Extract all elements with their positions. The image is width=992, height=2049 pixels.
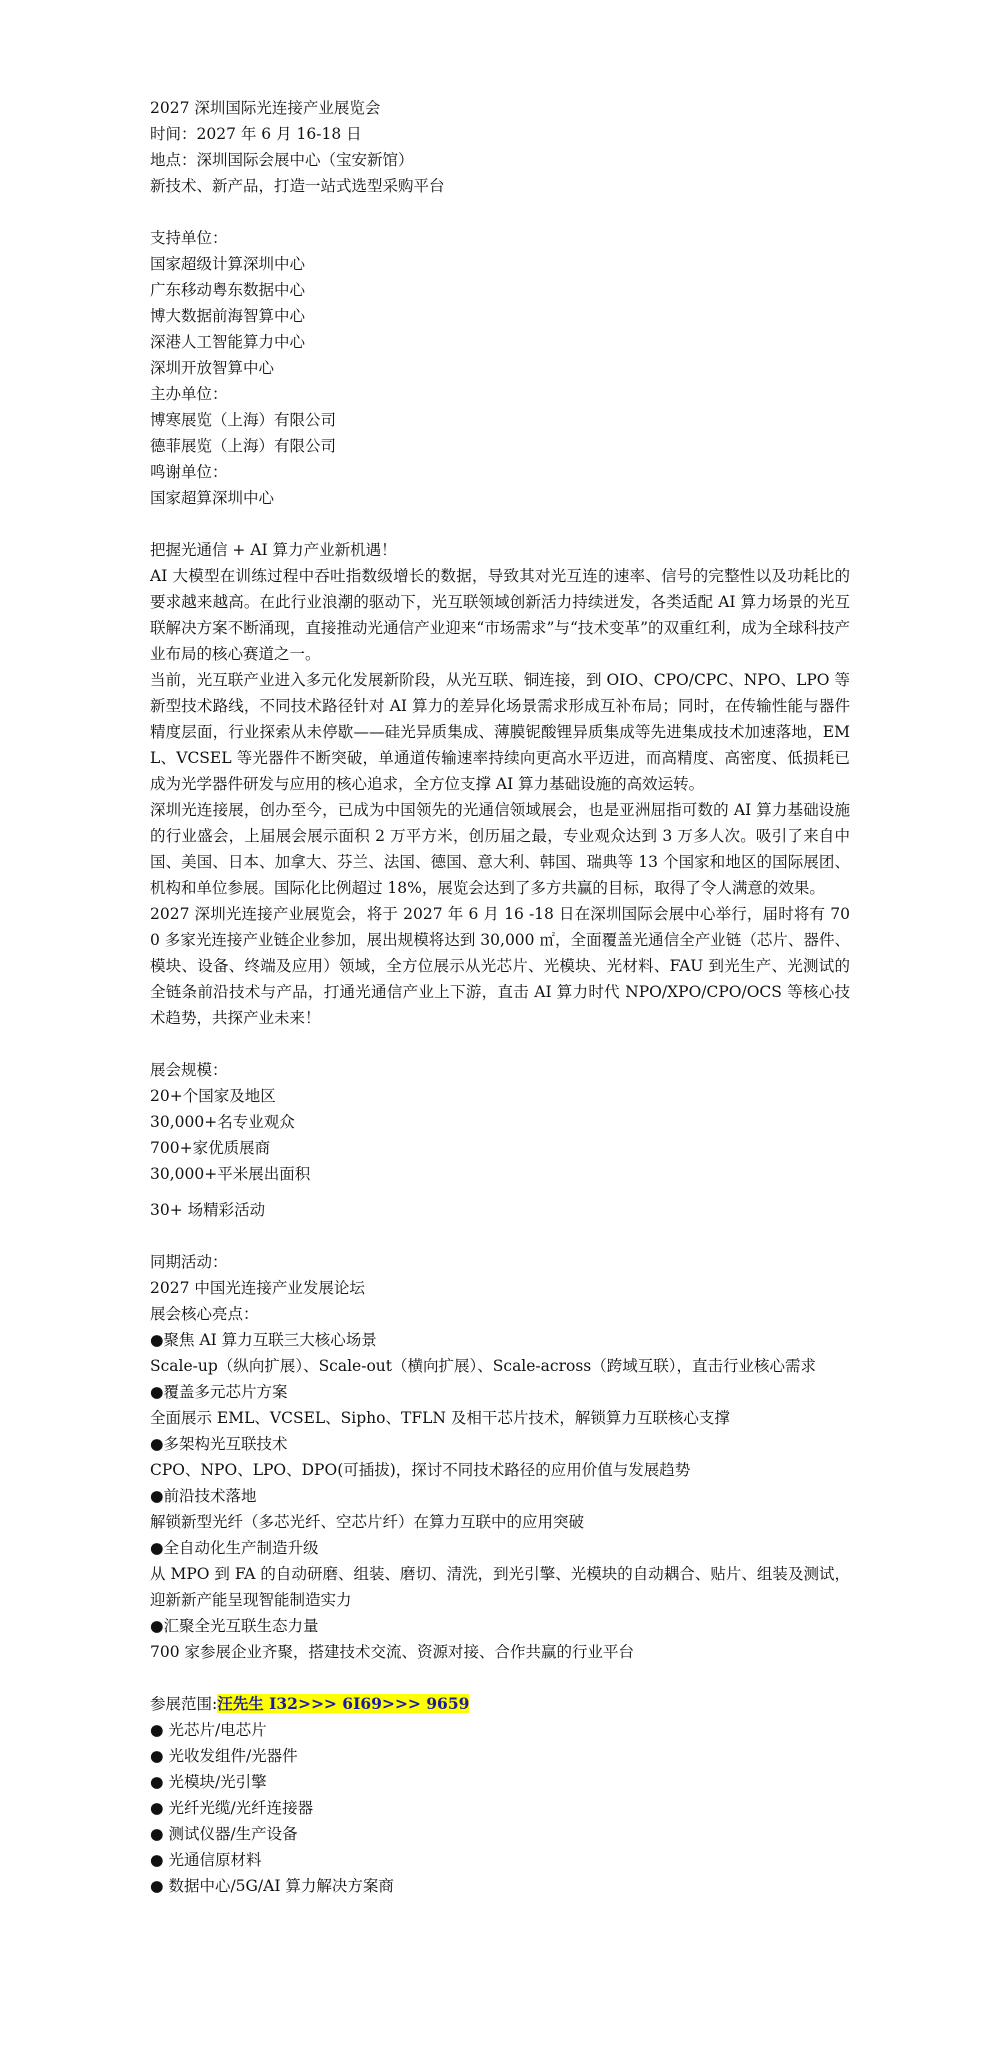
thanks-label: 鸣谢单位：: [150, 463, 228, 481]
events-label: 同期活动：: [150, 1253, 228, 1271]
highlight-desc: 解锁新型光纤（多芯光纤、空芯片纤）在算力互联中的应用突破: [150, 1513, 585, 1531]
highlight-title: ●聚焦 AI 算力互联三大核心场景: [150, 1331, 377, 1349]
highlight-desc: 全面展示 EML、VCSEL、Sipho、TFLN 及相干芯片技术，解锁算力互联核心支撑: [150, 1409, 730, 1427]
events-forum: 2027 中国光连接产业发展论坛: [150, 1279, 365, 1297]
scope-item: ● 光收发组件/光器件: [150, 1747, 298, 1765]
event-tagline: 新技术、新产品，打造一站式选型采购平台: [150, 177, 445, 195]
scope-item: ● 光模块/光引擎: [150, 1773, 267, 1791]
scope-label: 参展范围:: [150, 1695, 218, 1713]
support-item: 深圳开放智算中心: [150, 359, 275, 377]
scope-item: ● 光通信原材料: [150, 1851, 262, 1869]
scope-item: ● 测试仪器/生产设备: [150, 1825, 298, 1843]
spacer: [150, 1031, 850, 1057]
scale-item: 20+个国家及地区: [150, 1087, 276, 1105]
scale-label: 展会规模：: [150, 1061, 228, 1079]
highlight-title: ●多架构光互联技术: [150, 1435, 288, 1453]
event-location: 地点：深圳国际会展中心（宝安新馆）: [150, 151, 414, 169]
spacer: [150, 1187, 850, 1197]
spacer: [150, 1223, 850, 1249]
highlight-desc: Scale-up（纵向扩展）、Scale-out（横向扩展）、Scale-across（跨域互联），直击行业核心需求: [150, 1357, 816, 1375]
scale-item: 30,000+平米展出面积: [150, 1165, 311, 1183]
intro-paragraph: 深圳光连接展，创办至今，已成为中国领先的光通信领域展会，也是亚洲屈指可数的 AI 算力基础设施的行业盛会，上届展会展示面积 2 万平方米，创历届之最，专业观众达到 3 万多人次。吸引了来自中国、美国、日本、加拿大、芬兰、法国、德国、意大利、韩国、瑞典等 13 个国家和地区的国际展团、机构和单位参展。国际化比例超过 18%，展览会达到了多方共赢的目标，取得了令人满意的效果。: [150, 801, 850, 897]
scale-item: 30,000+名专业观众: [150, 1113, 295, 1131]
intro-paragraph: 当前，光互联产业进入多元化发展新阶段，从光互联、铜连接，到 OIO、CPO/CPC、NPO、LPO 等新型技术路线，不同技术路径针对 AI 算力的差异化场景需求形成互补布局；同时，在传输性能与器件精度层面，行业探索从未停歇——硅光异质集成、薄膜铌酸锂异质集成等先进集成技术加速落地，EML、VCSEL 等光器件不断突破，单通道传输速率持续向更高水平迈进，而高精度、高密度、低损耗已成为光学器件研发与应用的核心追求，全方位支撑 AI 算力基础设施的高效运转。: [150, 671, 850, 793]
highlight-desc: CPO、NPO、LPO、DPO(可插拔)，探讨不同技术路径的应用价值与发展趋势: [150, 1461, 691, 1479]
highlights-label: 展会核心亮点：: [150, 1305, 259, 1323]
support-item: 广东移动粤东数据中心: [150, 281, 306, 299]
document-title: 2027 深圳国际光连接产业展览会: [150, 99, 381, 117]
support-item: 国家超级计算深圳中心: [150, 255, 306, 273]
event-time: 时间：2027 年 6 月 16-18 日: [150, 125, 362, 143]
support-item: 深港人工智能算力中心: [150, 333, 306, 351]
highlight-title: ●前沿技术落地: [150, 1487, 257, 1505]
support-label: 支持单位：: [150, 229, 228, 247]
spacer: [150, 1665, 850, 1691]
intro-paragraph: AI 大模型在训练过程中吞吐指数级增长的数据，导致其对光互连的速率、信号的完整性以及功耗比的要求越来越高。在此行业浪潮的驱动下，光互联领域创新活力持续迸发，各类适配 AI 算力场景的光互联解决方案不断涌现，直接推动光通信产业迎来“市场需求”与“技术变革”的双重红利，成为全球科技产业布局的核心赛道之一。: [150, 567, 850, 663]
spacer: [150, 199, 850, 225]
highlight-title: ●汇聚全光互联生态力量: [150, 1617, 319, 1635]
scope-heading: [150, 1691, 850, 1717]
scope-item: ● 数据中心/5G/AI 算力解决方案商: [150, 1877, 394, 1895]
thanks-item: 国家超算深圳中心: [150, 489, 275, 507]
host-label: 主办单位：: [150, 385, 228, 403]
highlight-desc: 700 家参展企业齐聚，搭建技术交流、资源对接、合作共赢的行业平台: [150, 1643, 635, 1661]
scope-item: ● 光芯片/电芯片: [150, 1721, 267, 1739]
spacer: [150, 511, 850, 537]
highlight-desc: 从 MPO 到 FA 的自动研磨、组装、磨切、清洗，到光引擎、光模块的自动耦合、贴片、组装及测试，迎新新产能呈现智能制造实力: [150, 1565, 850, 1609]
intro-heading: 把握光通信 + AI 算力产业新机遇！: [150, 541, 397, 559]
intro-paragraph: 2027 深圳光连接产业展览会，将于 2027 年 6 月 16 -18 日在深圳国际会展中心举行，届时将有 700 多家光连接产业链企业参加，展出规模将达到 30,000 ㎡，全面覆盖光通信全产业链（芯片、器件、模块、设备、终端及应用）领域，全方位展示从光芯片、光模块、光材料、FAU 到光生产、光测试的全链条前沿技术与产品，打通光通信产业上下游，直击 AI 算力时代 NPO/XPO/CPO/OCS 等核心技术趋势，共探产业未来！: [150, 905, 850, 1027]
scale-item: 700+家优质展商: [150, 1139, 271, 1157]
contact-highlight: 汪先生 I32>>> 6I69>>> 9659: [217, 1694, 470, 1713]
scope-item: ● 光纤光缆/光纤连接器: [150, 1799, 314, 1817]
host-item: 德菲展览（上海）有限公司: [150, 437, 337, 455]
support-item: 博大数据前海智算中心: [150, 307, 306, 325]
highlight-title: ●覆盖多元芯片方案: [150, 1383, 288, 1401]
highlight-title: ●全自动化生产制造升级: [150, 1539, 319, 1557]
host-item: 博寒展览（上海）有限公司: [150, 411, 337, 429]
scale-activities: 30+ 场精彩活动: [150, 1201, 266, 1219]
document-body: [150, 95, 850, 1899]
